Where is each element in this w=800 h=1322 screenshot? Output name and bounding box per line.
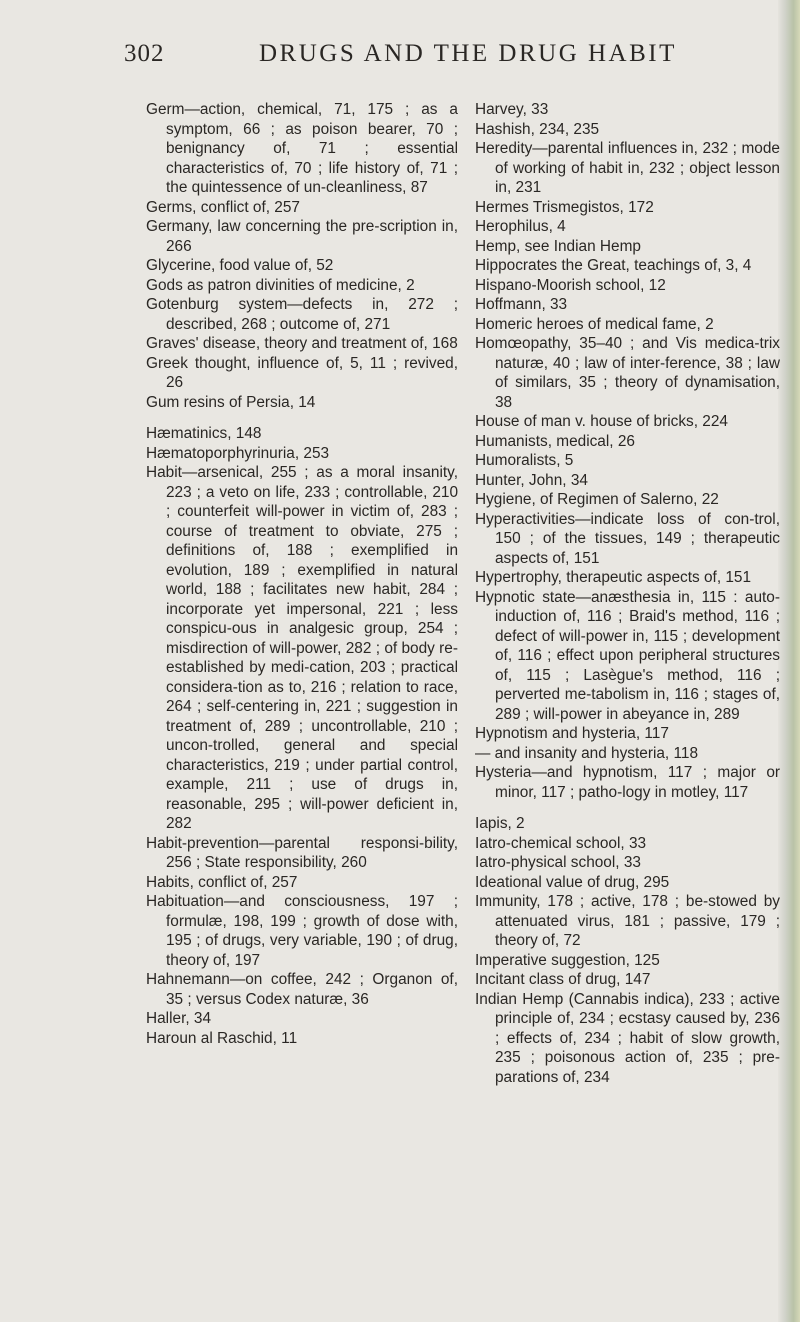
index-entry: Gods as patron divinities of medicine, 2 [146,276,415,294]
index-entry: Hoffmann, 33 [475,296,568,313]
page-edge-shadow [778,0,800,1322]
index-entry: Hypertrophy, therapeutic aspects of, 151 [475,569,752,586]
index-entry: Immunity, 178 ; active, 178 ; be-stowed by attenuated virus, 181 ; passive, 179 ; theory of, 72 [475,893,780,949]
index-entry: Hypnotic state—anæsthesia in, 115 : auto-induction of, 116 ; Braid's method, 116 ; defect of will-power in, 115 ; development of, 116 ; effect upon peripheral structures of, 115 ; Lasègue's method, 116 ; perverted me-tabolism in, 116 ; stages of, 289 ; will-power in abeyance in, 289 [475,588,780,723]
index-entry: Habits, conflict of, 257 [146,873,298,891]
index-entry: Hermes Trismegistos, 172 [475,198,654,216]
index-entry: Indian Hemp (Cannabis indica), 233 ; active principle of, 234 ; ecstasy caused by, 236 ; effects of, 234 ; habit of slow growth, 235 ; poisonous action of, 235 ; pre-parations of, 234 [475,990,780,1086]
index-entry: Hippocrates the Great, teachings of, 3, 4 [475,257,752,274]
index-entry: House of man v. house of bricks, 224 [475,413,728,430]
index-entry: Greek thought, influence of, 5, 11 ; revived, 26 [146,354,458,391]
page-number: 302 [124,40,165,67]
index-entry: Iapis, 2 [475,815,525,832]
index-entry: Humanists, medical, 26 [475,432,635,450]
index-entry: Germ—action, chemical, 71, 175 ; as a symptom, 66 ; as poison bearer, 70 ; benignancy of, 71 ; essential characteristics of, 70 ; life history of, 71 ; the quintessence of un-cleanliness, 87 [146,101,458,196]
index-entry: Germs, conflict of, 257 [146,198,300,216]
index-entry: Hyperactivities—indicate loss of con-trol, 150 ; of the tissues, 149 ; therapeutic aspects of, 151 [475,510,780,567]
index-entry: Hysteria—and hypnotism, 117 ; major or minor, 117 ; patho-logy in motley, 117 [475,764,780,801]
index-entry: Homœopathy, 35–40 ; and Vis medica-trix naturæ, 40 ; law of inter-ference, 38 ; law of similars, 35 ; theory of dynamisation, 38 [475,335,780,411]
index-entry: Hashish, 234, 235 [475,120,600,138]
index-entry: Homeric heroes of medical fame, 2 [475,315,714,333]
index-entry: Iatro-physical school, 33 [475,854,641,871]
index-entry: Herophilus, 4 [475,218,566,235]
running-title: DRUGS AND THE DRUG HABIT [259,40,677,67]
index-entry: Gum resins of Persia, 14 [146,393,316,411]
index-entry: Harvey, 33 [475,101,549,118]
index-column-right [475,100,780,1087]
index-entry: Habit—arsenical, 255 ; as a moral insanity, 223 ; a veto on life, 233 ; controllable, 210 ; counterfeit will-power in victim of, 283 ; course of treatment to obviate, 275 ; definitions of, 188 ; exemplified in evolution, 189 ; exemplified in natural world, 188 ; facilitates new habit, 284 ; incorporate yet impersonal, 221 ; less conspicu-ous in analgesic group, 254 ; misdirection of will-power, 282 ; of body re-established by medi-cation, 203 ; practical considera-tion as to, 216 ; relation to race, 264 ; self-centering in, 221 ; suggestion in treatment of, 289 ; uncontrollable, 210 ; uncon-trolled, general and special characteristics, 219 ; under partial control, example, 211 ; use of drugs in, reasonable, 295 ; will-power deficient in, 282 [146,464,458,832]
index-entry: Incitant class of drug, 147 [475,971,651,988]
index-entry: Hæmatinics, 148 [146,425,262,442]
running-header [124,40,684,76]
index-entry: Hemp, see Indian Hemp [475,237,641,255]
index-entry: Hispano-Moorish school, 12 [475,276,666,294]
index-entry: Haroun al Raschid, 11 [146,1029,298,1047]
index-entry: Hæmatoporphyrinuria, 253 [146,444,330,462]
index-entry: Hygiene, of Regimen of Salerno, 22 [475,491,719,508]
index-entry: Humoralists, 5 [475,452,574,469]
index-entry: Habituation—and consciousness, 197 ; formulæ, 198, 199 ; growth of dose with, 195 ; of drugs, very variable, 190 ; of drug, theory of, 197 [146,893,458,969]
index-column-left [146,100,458,1048]
index-entry: Germany, law concerning the pre-scription in, 266 [146,218,458,255]
index-entry: Ideational value of drug, 295 [475,873,670,891]
index-entry: Hypnotism and hysteria, 117 [475,725,669,742]
index-entry: Imperative suggestion, 125 [475,951,660,969]
index-entry: Gotenburg system—defects in, 272 ; described, 268 ; outcome of, 271 [146,296,458,333]
index-entry: Habit-prevention—parental responsi-bility, 256 ; State responsibility, 260 [146,834,458,871]
index-entry: Graves' disease, theory and treatment of, 168 [146,335,458,352]
index-entry: Glycerine, food value of, 52 [146,257,334,274]
index-entry: Hahnemann—on coffee, 242 ; Organon of, 35 ; versus Codex naturæ, 36 [146,971,458,1008]
index-entry: Hunter, John, 34 [475,471,588,489]
index-entry: Iatro-chemical school, 33 [475,834,647,852]
index-entry: Heredity—parental influences in, 232 ; mode of working of habit in, 232 ; object lesson in, 231 [475,140,780,196]
index-entry: Haller, 34 [146,1010,212,1027]
index-entry: — and insanity and hysteria, 118 [475,744,699,762]
